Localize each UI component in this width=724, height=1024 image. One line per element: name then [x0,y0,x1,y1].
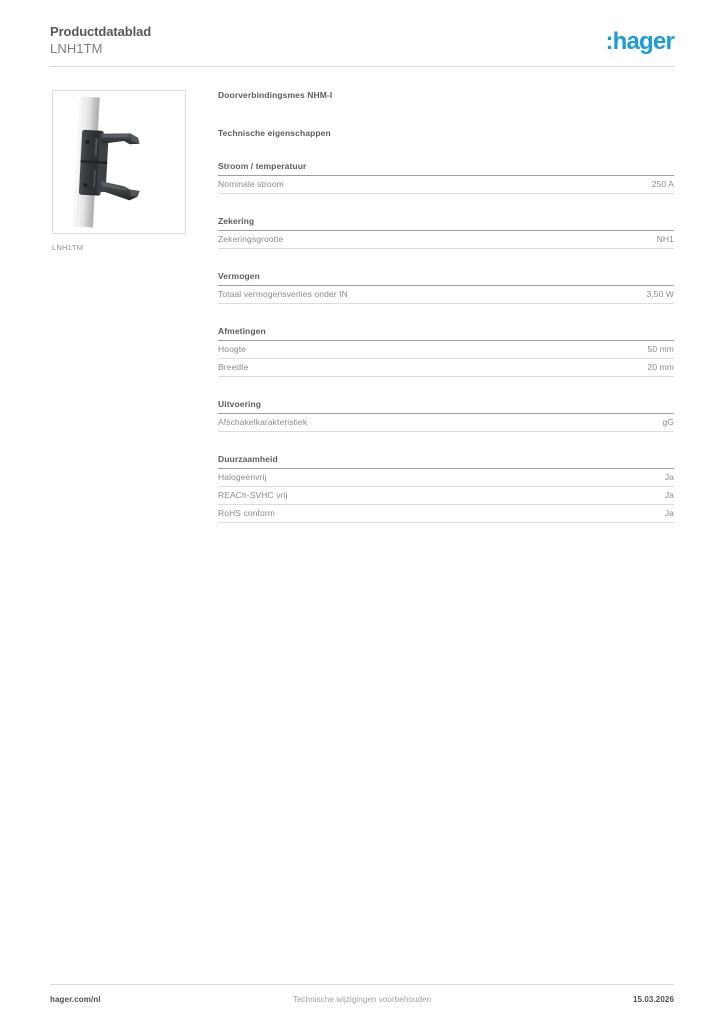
spec-row-value: gG [662,417,674,427]
spec-row-value: 250 A [651,179,674,189]
spec-row [218,341,674,359]
spec-group-title: Duurzaamheid [218,454,674,469]
spec-group-title: Stroom / temperatuur [218,161,674,176]
product-figure [52,90,188,252]
spec-row [218,231,674,249]
spec-group [218,216,674,249]
spec-row [218,414,674,432]
spec-row-value: 20 mm [647,362,674,372]
spec-row-label: Halogeenvrij [218,472,267,482]
spec-group [218,454,674,523]
spec-group [218,161,674,194]
spec-row-value: 50 mm [647,344,674,354]
spec-group [218,326,674,377]
footer-date: 15.03.2026 [632,995,674,1004]
header-divider [50,66,674,67]
spec-row [218,359,674,377]
spec-row-value: Ja [664,472,674,482]
spec-groups-container [218,161,674,523]
product-photo-icon [53,91,185,233]
product-image-frame [52,90,186,234]
logo-colon-icon: : [605,28,613,55]
spec-group-title: Uitvoering [218,399,674,414]
spec-row-label: REACh-SVHC vrij [218,490,288,500]
spec-row-label: Totaal vermogensverlies onder IN [218,289,348,299]
spec-row [218,469,674,487]
hager-logo[interactable] [605,29,674,55]
spec-row [218,505,674,523]
footer-website-link[interactable]: hager.com/nl [50,995,101,1004]
figure-caption: LNH1TM [52,243,84,252]
spec-row-label: Hoogte [218,344,247,354]
specifications-panel [218,90,674,523]
spec-row-value: Ja [664,490,674,500]
header-titles [50,24,151,57]
spec-row-label: Zekeringsgrootte [218,234,284,244]
page-footer [50,995,674,1009]
footer-divider [50,984,674,985]
spec-row [218,176,674,194]
spec-row-label: Breedte [218,362,249,372]
spec-row-value: Ja [664,508,674,518]
spec-row-label: Afschakelkarakteristiek [218,417,308,427]
spec-row [218,487,674,505]
page-subtitle: LNH1TM [50,41,103,56]
footer-disclaimer: Technische wijzigingen voorbehouden [292,995,432,1004]
page-header [50,24,674,62]
spec-group-title: Zekering [218,216,674,231]
spec-group [218,399,674,432]
spec-row-label: Nominale stroom [218,179,284,189]
technical-properties-heading: Technische eigenschappen [218,128,331,138]
page-title: Productdatablad [50,24,152,39]
spec-group-title: Vermogen [218,271,674,286]
spec-row-value: NH1 [656,234,674,244]
spec-group-title: Afmetingen [218,326,674,341]
spec-row [218,286,674,304]
product-name: Doorverbindingsmes NHM-I [218,90,333,100]
spec-row-label: RoHS conform [218,508,275,518]
spec-row-value: 3,50 W [646,289,674,299]
logo-wordmark: hager [612,28,674,55]
spec-group [218,271,674,304]
